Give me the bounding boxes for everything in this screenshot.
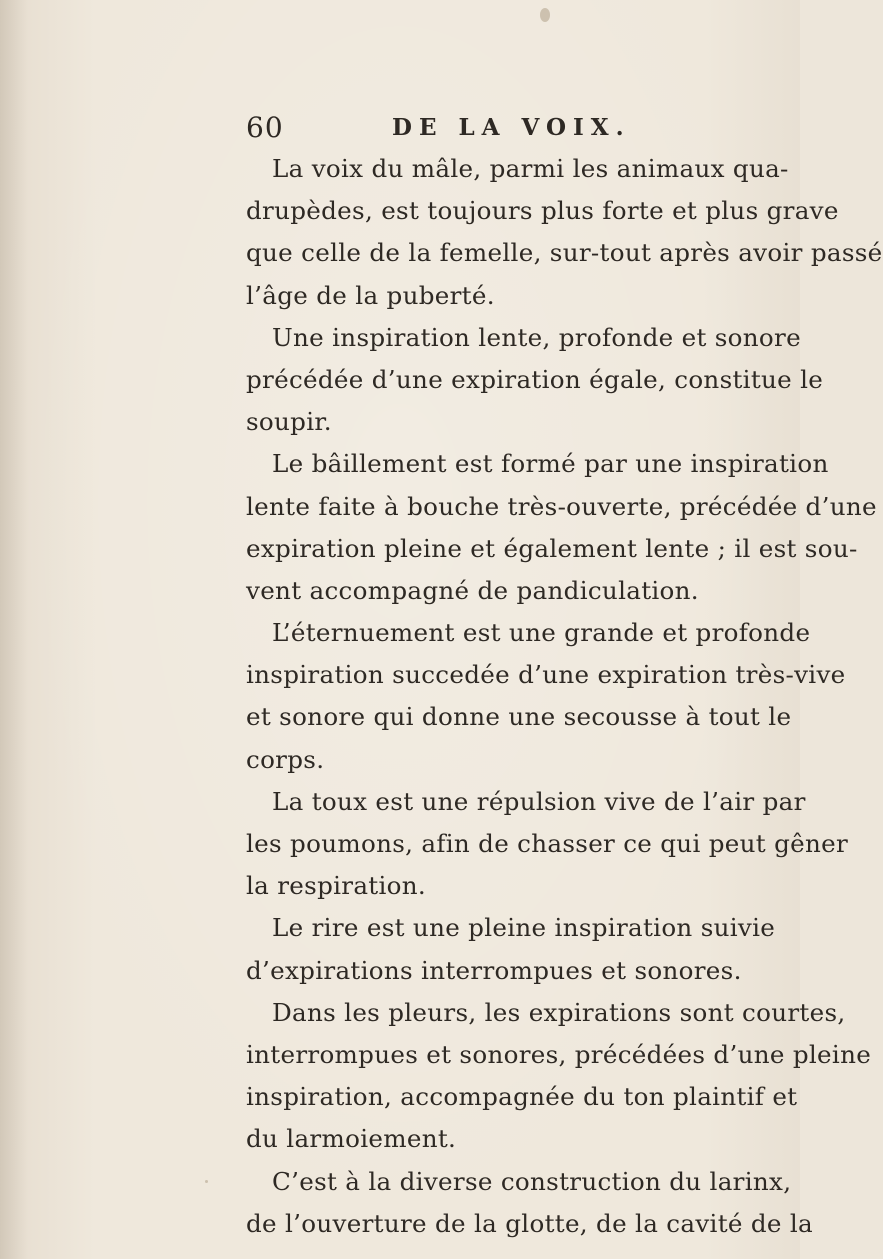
text-line: La toux est une répulsion vive de l’air par [272,786,806,816]
text-line: Une inspiration lente, profonde et sonore [272,322,801,352]
text-line: expiration pleine et également lente ; il est sou- [246,533,858,563]
text-line: Le rire est une pleine inspiration suivie [272,913,776,943]
text-line: Dans les pleurs, les expirations sont courtes, [272,997,846,1027]
text-line: vent accompagné de pandiculation. [246,575,699,605]
page-header [246,108,746,148]
text-line: précédée d’une expiration égale, constitue le [246,364,824,394]
text-line: et sonore qui donne une secousse à tout le [246,702,792,732]
running-head: DE LA VOIX. [392,114,631,141]
text-line: corps. [246,744,325,774]
body-text [246,148,883,1245]
text-line: d’expirations interrompues et sonores. [246,955,742,985]
text-line: lente faite à bouche très-ouverte, précédée d’une [246,491,877,521]
text-line: de l’ouverture de la glotte, de la cavité de la [246,1208,813,1238]
text-line: du larmoiement. [246,1124,457,1154]
text-line: C’est à la diverse construction du larinx, [272,1166,792,1196]
text-line: interrompues et sonores, précédées d’une pleine [246,1039,872,1069]
page-number: 60 [246,111,284,144]
text-line: inspiration, accompagnée du ton plaintif et [246,1082,798,1112]
text-line: La voix du mâle, parmi les animaux qua- [272,154,789,183]
text-line: soupir. [246,407,332,437]
gutter-shadow [0,0,28,1259]
text-line: inspiration succedée d’une expiration très-vive [246,660,846,690]
text-line: la respiration. [246,871,427,901]
text-line: les poumons, afin de chasser ce qui peut gêner [246,829,849,858]
text-line: drupèdes, est toujours plus forte et plus grave [246,196,839,226]
text-line: l’âge de la puberté. [246,280,495,310]
paper-speck [205,1180,208,1183]
text-line: L’éternuement est une grande et profonde [272,618,811,648]
text-line: que celle de la femelle, sur-tout après avoir passé [246,238,883,268]
paper-speck [540,8,550,22]
text-line: Le bâillement est formé par une inspiration [272,449,829,479]
